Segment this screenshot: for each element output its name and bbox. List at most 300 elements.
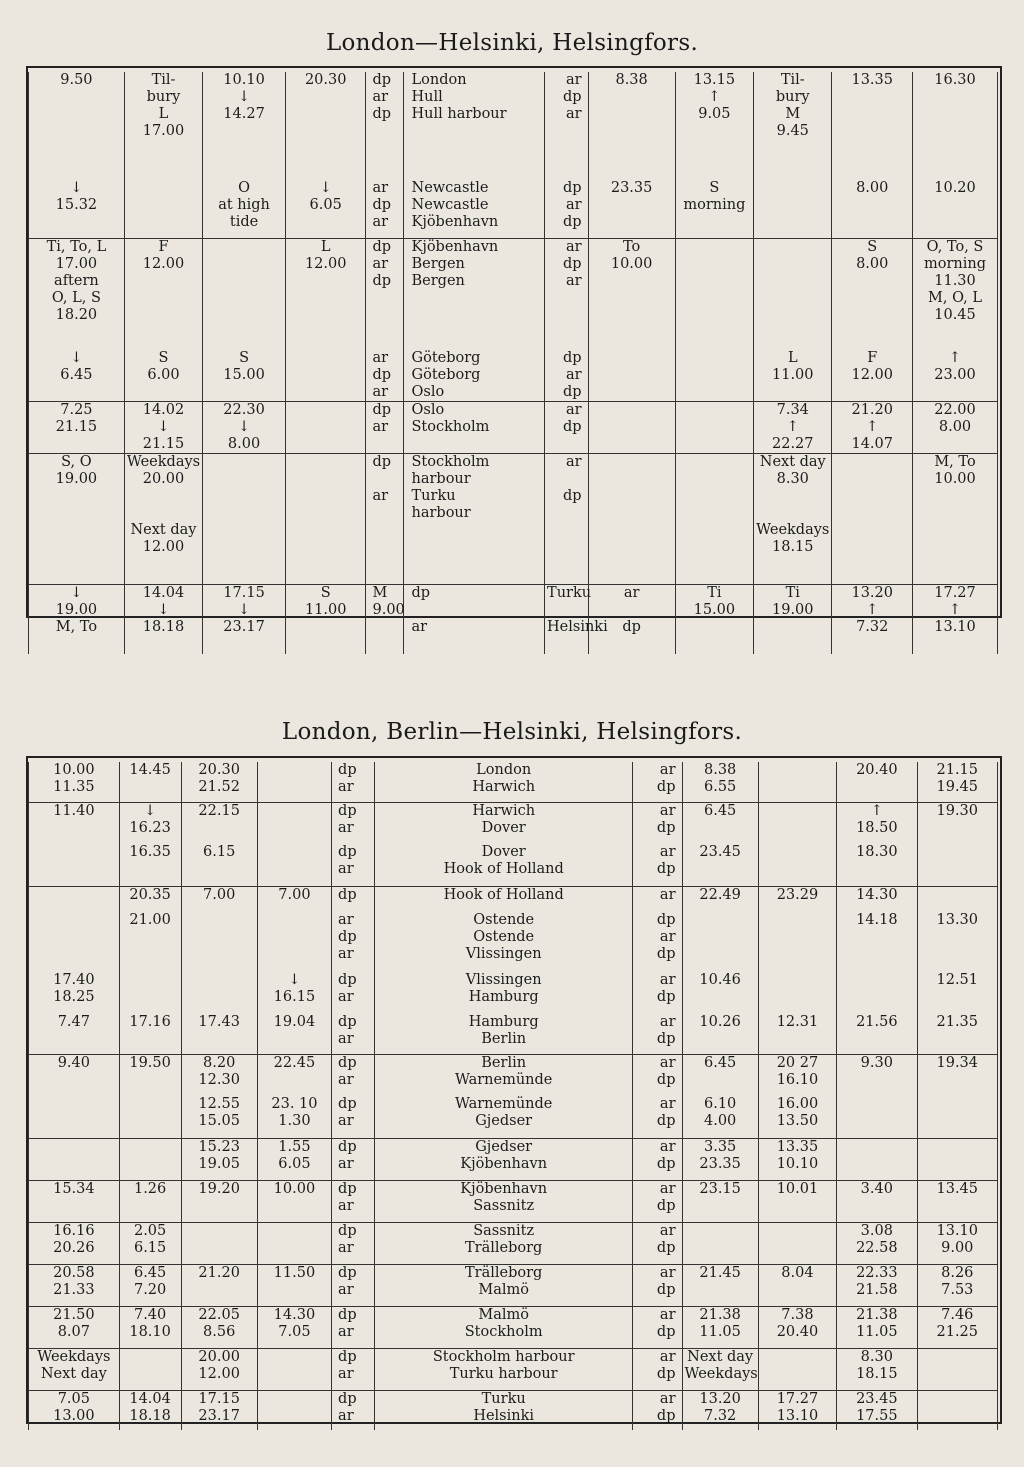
time-cell: 16.30 [913,72,998,180]
time-cell: 7.40 18.10 [119,1306,181,1348]
station-cell: Harwich Dover [375,802,633,844]
time-cell: M, To 10.00 [913,454,998,523]
time-cell: 6.10 4.00 [682,1096,758,1138]
time-cell [917,886,997,912]
time-cell: ↓ 6.45 [29,350,125,402]
time-cell: S, O 19.00 [29,454,125,523]
time-cell: ar dp ar [366,180,403,238]
time-cell [257,1348,331,1390]
time-cell: 7.47 [29,1014,120,1054]
dp-ar-cell: dp ar [332,1306,375,1348]
time-cell [758,802,836,844]
time-cell: Til- bury M 9.45 [754,72,832,180]
time-cell [257,802,331,844]
time-cell: 10.00 11.35 [29,762,120,802]
time-cell [754,180,832,238]
time-cell: 3.08 22.58 [837,1222,917,1264]
time-cell: 6.45 [682,1054,758,1096]
time-cell [917,844,997,886]
time-cell [837,1096,917,1138]
time-cell: Weekdays 20.00 [124,454,202,523]
dp-ar-cell: dp ar [332,1138,375,1180]
dp-ar-cell: ar dp [633,802,682,844]
time-cell [29,844,120,886]
dp-ar-cell: dp ar [332,1348,375,1390]
station-cell: Malmö Stockholm [375,1306,633,1348]
time-cell [758,762,836,802]
top-row [29,350,998,402]
time-cell: 22.30 ↓ 8.00 [203,402,286,454]
time-cell: 20 27 16.10 [758,1054,836,1096]
time-cell: ar dp ar [545,238,589,350]
time-cell: 14.02 ↓ 21.15 [124,402,202,454]
time-cell [285,350,366,402]
time-cell: Weekdays 18.15 [754,522,832,584]
bottom-timetable-title: London, Berlin—Helsinki, Helsingfors. [281,719,743,745]
time-cell: 23.45 17.55 [837,1390,917,1430]
time-cell: 8.00 [832,180,913,238]
time-cell [758,1222,836,1264]
time-cell: 19.30 [917,802,997,844]
time-cell: F 12.00 [832,350,913,402]
time-cell: 21.15 19.45 [917,762,997,802]
time-cell: ↑ 23.00 [913,350,998,402]
time-cell: 23. 10 1.30 [257,1096,331,1138]
time-cell: 12.51 [917,972,997,1014]
time-cell [545,522,589,584]
station-cell: Warnemünde Gjedser [375,1096,633,1138]
time-cell [29,912,120,972]
time-cell [917,1348,997,1390]
time-cell: 15.34 [29,1180,120,1222]
top-row [29,584,998,654]
time-cell [257,1222,331,1264]
time-cell: 8.38 [588,72,675,180]
time-cell: 9.30 [837,1054,917,1096]
time-cell: dp ar dp [366,72,403,180]
time-cell: S morning [675,180,753,238]
dp-ar-cell: ar dp [633,1306,682,1348]
time-cell: 19.50 [119,1054,181,1096]
dp-ar-cell: ar dp [633,1096,682,1138]
time-cell: 11.50 [257,1264,331,1306]
time-cell [917,1138,997,1180]
time-cell: 10.26 [682,1014,758,1054]
time-cell: 22.05 8.56 [181,1306,257,1348]
time-cell: 8.04 [758,1264,836,1306]
time-cell: Next day 8.30 [754,454,832,523]
bottom-row [29,1222,998,1264]
time-cell: 13.45 [917,1180,997,1222]
station-cell: Kjöbenhavn Bergen Bergen [403,238,545,350]
time-cell: ↓ 6.05 [285,180,366,238]
time-cell: 10.01 [758,1180,836,1222]
time-cell: 21.38 11.05 [837,1306,917,1348]
time-cell: ar dp [545,402,589,454]
dp-ar-cell: ar dp [633,1348,682,1390]
dp-ar-cell: dp ar [332,802,375,844]
time-cell [832,522,913,584]
time-cell: 3.35 23.35 [682,1138,758,1180]
time-cell: 2.05 6.15 [119,1222,181,1264]
top-row [29,72,998,180]
dp-ar-cell: ar dp [633,1390,682,1430]
time-cell: 21.00 [119,912,181,972]
dp-ar-cell: ar dp [633,1222,682,1264]
station-cell: Oslo Stockholm [403,402,545,454]
time-cell [588,350,675,402]
time-cell: ↓ 15.32 [29,180,125,238]
time-cell: 14.30 7.05 [257,1306,331,1348]
bottom-row [29,1138,998,1180]
station-cell: Stockholm harbour Turku harbour [375,1348,633,1390]
time-cell: 9.50 [29,72,125,180]
time-cell: 19.20 [181,1180,257,1222]
station-cell: Hook of Holland [375,886,633,912]
time-cell [285,454,366,523]
time-cell: 1.55 6.05 [257,1138,331,1180]
station-cell: Hamburg Berlin [375,1014,633,1054]
time-cell: 12.55 15.05 [181,1096,257,1138]
time-cell [257,912,331,972]
time-cell: 22.15 [181,802,257,844]
time-cell [285,402,366,454]
time-cell: 7.00 [257,886,331,912]
time-cell [588,454,675,523]
time-cell [119,1138,181,1180]
station-cell: Turku Helsinki [375,1390,633,1430]
time-cell: 17.40 18.25 [29,972,120,1014]
dp-ar-cell: ar dp [633,844,682,886]
bottom-row [29,844,998,886]
time-cell: 8.38 6.55 [682,762,758,802]
top-timetable-table [28,72,998,654]
station-cell: Vlissingen Hamburg [375,972,633,1014]
time-cell: 17.16 [119,1014,181,1054]
dp-ar-cell: ar dp ar [332,912,375,972]
time-cell: 10.20 [913,180,998,238]
time-cell: dp ar dp [545,180,589,238]
dp-ar-cell: dp ar [332,1014,375,1054]
time-cell: F 12.00 [124,238,202,350]
time-cell [754,238,832,350]
station-cell: London Hull Hull harbour [403,72,545,180]
bottom-row [29,1264,998,1306]
time-cell: 14.45 [119,762,181,802]
time-cell [837,972,917,1014]
time-cell [203,522,286,584]
time-cell: 17.43 [181,1014,257,1054]
time-cell: M 9.00 [366,584,403,654]
time-cell [675,402,753,454]
time-cell: 8.30 18.15 [837,1348,917,1390]
time-cell: 11.40 [29,802,120,844]
time-cell [124,180,202,238]
time-cell: 13.15 ↑ 9.05 [675,72,753,180]
time-cell: dp ar [366,402,403,454]
time-cell: 7.05 13.00 [29,1390,120,1430]
bottom-row [29,1180,998,1222]
time-cell [181,972,257,1014]
dp-ar-cell: ar dp [633,762,682,802]
time-cell: O, To, S morning 11.30 M, O, L 10.45 [913,238,998,350]
time-cell: 8.26 7.53 [917,1264,997,1306]
time-cell: Ti, To, L 17.00 aftern O, L, S 18.20 [29,238,125,350]
time-cell: 22.33 21.58 [837,1264,917,1306]
time-cell [203,454,286,523]
time-cell: Turku Helsinki [545,584,589,654]
bottom-row [29,802,998,844]
bottom-row [29,1348,998,1390]
station-cell: Stockholm harbour Turku harbour [403,454,545,523]
time-cell: 17.15 ↓ 23.17 [203,584,286,654]
station-cell: dp ar [403,584,545,654]
time-cell: 6.45 [682,802,758,844]
time-cell: 20.40 [837,762,917,802]
time-cell: 20.30 [285,72,366,180]
time-cell [917,1390,997,1430]
time-cell [257,844,331,886]
time-cell [913,522,998,584]
time-cell: ↓ 16.15 [257,972,331,1014]
dp-ar-cell: ar dp [633,1014,682,1054]
time-cell: 16.00 13.50 [758,1096,836,1138]
time-cell [257,1390,331,1430]
bottom-row [29,1390,998,1430]
dp-ar-cell: dp ar [332,1390,375,1430]
time-cell [588,522,675,584]
time-cell [682,912,758,972]
time-cell [29,1138,120,1180]
time-cell: 1.26 [119,1180,181,1222]
time-cell: S 6.00 [124,350,202,402]
time-cell: 14.04 ↓ 18.18 [124,584,202,654]
dp-ar-cell: dp ar [332,762,375,802]
time-cell: 6.15 [181,844,257,886]
bottom-row [29,1096,998,1138]
time-cell: 16.35 [119,844,181,886]
time-cell: 17.27 ↑ 13.10 [913,584,998,654]
time-cell: ↑ 18.50 [837,802,917,844]
time-cell [257,762,331,802]
station-cell [403,522,545,584]
bottom-row [29,762,998,802]
time-cell [917,1096,997,1138]
time-cell [588,402,675,454]
time-cell [285,522,366,584]
station-cell: Trälleborg Malmö [375,1264,633,1306]
time-cell: 9.40 [29,1054,120,1096]
time-cell: L 11.00 [754,350,832,402]
time-cell: 16.16 20.26 [29,1222,120,1264]
time-cell [366,522,403,584]
time-cell: O at high tide [203,180,286,238]
time-cell: 14.30 [837,886,917,912]
time-cell [758,972,836,1014]
bottom-row [29,1014,998,1054]
time-cell: 3.40 [837,1180,917,1222]
station-cell: Berlin Warnemünde [375,1054,633,1096]
station-cell: Sassnitz Trälleborg [375,1222,633,1264]
time-cell [119,972,181,1014]
top-row [29,402,998,454]
time-cell: Next day 12.00 [124,522,202,584]
time-cell: ar dp [588,584,675,654]
dp-ar-cell: ar dp [633,1054,682,1096]
time-cell: 23.45 [682,844,758,886]
time-cell: 23.15 [682,1180,758,1222]
time-cell: 10.00 [257,1180,331,1222]
dp-ar-cell: ar dp [633,1180,682,1222]
time-cell: 23.35 [588,180,675,238]
time-cell [181,1222,257,1264]
time-cell: 20.00 12.00 [181,1348,257,1390]
time-cell: 17.27 13.10 [758,1390,836,1430]
time-cell: 14.18 [837,912,917,972]
time-cell: 7.46 21.25 [917,1306,997,1348]
time-cell: Ti 19.00 [754,584,832,654]
time-cell [203,238,286,350]
time-cell [675,522,753,584]
time-cell: ↓ 16.23 [119,802,181,844]
time-cell: 6.45 7.20 [119,1264,181,1306]
time-cell: 7.00 [181,886,257,912]
time-cell [837,1138,917,1180]
time-cell: ar dp ar [545,72,589,180]
time-cell: 23.29 [758,886,836,912]
top-timetable-title: London—Helsinki, Helsingfors. [325,30,699,56]
time-cell: 7.34 ↑ 22.27 [754,402,832,454]
top-row [29,522,998,584]
time-cell: Weekdays Next day [29,1348,120,1390]
time-cell: 21.56 [837,1014,917,1054]
station-cell: London Harwich [375,762,633,802]
time-cell: 22.45 [257,1054,331,1096]
dp-ar-cell: dp ar [332,1054,375,1096]
time-cell: 10.10 ↓ 14.27 [203,72,286,180]
time-cell: Ti 15.00 [675,584,753,654]
time-cell [181,912,257,972]
time-cell: 22.00 8.00 [913,402,998,454]
bottom-row [29,886,998,912]
time-cell: 8.20 12.30 [181,1054,257,1096]
time-cell: 18.30 [837,844,917,886]
dp-ar-cell: dp ar [332,1096,375,1138]
station-cell: Gjedser Kjöbenhavn [375,1138,633,1180]
time-cell: To 10.00 [588,238,675,350]
bottom-row [29,912,998,972]
time-cell: 21.20 ↑ 14.07 [832,402,913,454]
time-cell [119,1096,181,1138]
dp-ar-cell: dp [332,886,375,912]
dp-ar-cell: dp ar [332,972,375,1014]
time-cell: 20.30 21.52 [181,762,257,802]
time-cell: 21.45 [682,1264,758,1306]
station-cell: Dover Hook of Holland [375,844,633,886]
time-cell: ar dp [545,454,589,523]
time-cell: dp ar dp [545,350,589,402]
time-cell: 13.35 10.10 [758,1138,836,1180]
dp-ar-cell: dp ar [332,1222,375,1264]
time-cell: dp ar [366,454,403,523]
time-cell: 10.46 [682,972,758,1014]
time-cell [832,454,913,523]
time-cell: S 11.00 [285,584,366,654]
dp-ar-cell: dp ar [332,1264,375,1306]
station-cell: Göteborg Göteborg Oslo [403,350,545,402]
time-cell [119,1348,181,1390]
dp-ar-cell: ar dp [633,1138,682,1180]
time-cell: L 12.00 [285,238,366,350]
time-cell: 7.38 20.40 [758,1306,836,1348]
time-cell [758,912,836,972]
time-cell: dp ar dp [366,238,403,350]
bottom-timetable-table [28,762,998,1430]
time-cell: ar dp ar [366,350,403,402]
time-cell: 15.23 19.05 [181,1138,257,1180]
time-cell [682,1222,758,1264]
time-cell: 21.20 [181,1264,257,1306]
time-cell: 19.34 [917,1054,997,1096]
time-cell: 13.35 [832,72,913,180]
time-cell: Next day Weekdays [682,1348,758,1390]
time-cell: 19.04 [257,1014,331,1054]
time-cell: 21.38 11.05 [682,1306,758,1348]
time-cell: 13.10 9.00 [917,1222,997,1264]
bottom-row [29,972,998,1014]
time-cell: 13.20 7.32 [682,1390,758,1430]
time-cell [29,522,125,584]
station-cell: Ostende Ostende Vlissingen [375,912,633,972]
dp-ar-cell: dp ar dp [633,912,682,972]
time-cell [758,1348,836,1390]
dp-ar-cell: ar dp [633,972,682,1014]
time-cell: 14.04 18.18 [119,1390,181,1430]
time-cell: 22.49 [682,886,758,912]
time-cell: 12.31 [758,1014,836,1054]
time-cell [675,350,753,402]
time-cell: Til- bury L 17.00 [124,72,202,180]
time-cell: ↓ 19.00 M, To [29,584,125,654]
time-cell: 21.35 [917,1014,997,1054]
dp-ar-cell: ar [633,886,682,912]
time-cell: 7.25 21.15 [29,402,125,454]
time-cell: 17.15 23.17 [181,1390,257,1430]
time-cell [29,886,120,912]
time-cell: 21.50 8.07 [29,1306,120,1348]
time-cell: S 8.00 [832,238,913,350]
bottom-row [29,1306,998,1348]
dp-ar-cell: dp ar [332,1180,375,1222]
dp-ar-cell: dp ar [332,844,375,886]
station-cell: Newcastle Newcastle Kjöbenhavn [403,180,545,238]
station-cell: Kjöbenhavn Sassnitz [375,1180,633,1222]
top-row [29,180,998,238]
time-cell: 20.58 21.33 [29,1264,120,1306]
time-cell [29,1096,120,1138]
top-row [29,238,998,350]
bottom-row [29,1054,998,1096]
time-cell [675,238,753,350]
time-cell [758,844,836,886]
time-cell: 20.35 [119,886,181,912]
top-row [29,454,998,523]
time-cell: 13.20 ↑ 7.32 [832,584,913,654]
time-cell [675,454,753,523]
time-cell: 13.30 [917,912,997,972]
dp-ar-cell: ar dp [633,1264,682,1306]
time-cell: S 15.00 [203,350,286,402]
